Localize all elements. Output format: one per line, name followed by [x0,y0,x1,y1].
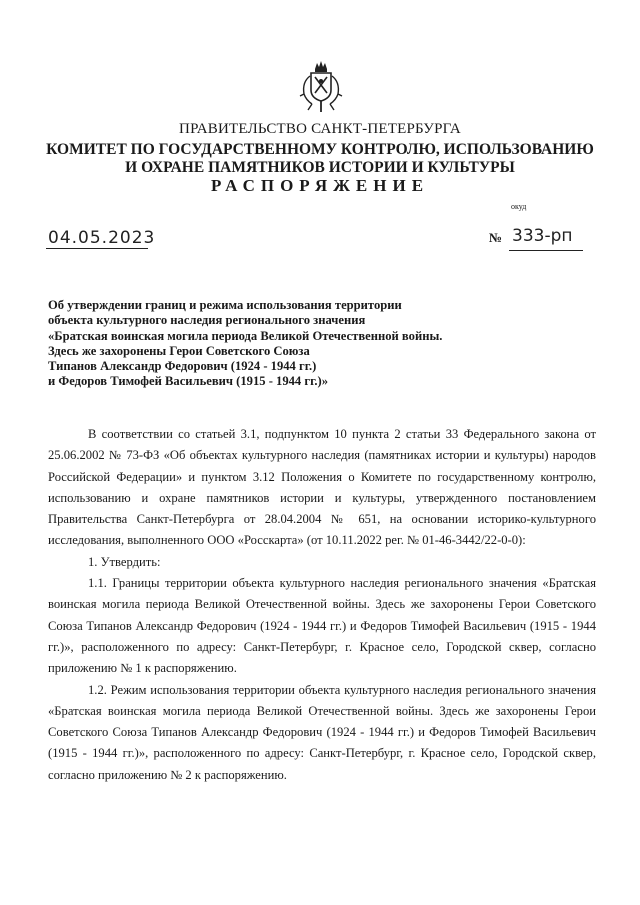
document-subject [48,298,442,390]
document-body [48,424,596,786]
document-type: РАСПОРЯЖЕНИЕ [210,176,430,195]
item-1-2: 1.2. Режим использования территории объекта культурного наследия регионального значения «Братская воинская могила периода Великой Отечественной войны. Здесь же захоронены Герои Советского Союза Типанов Александр Федорович (1924 - 1944 гг.) и Федоров Тимофей Васильевич (1915 - 1944 гг.)», расположенного по адресу: Санкт-Петербург, г. Красное село, Городской сквер, согласно приложению № 2 к распоряжению. [48,682,596,782]
subject-line: объекта культурного наследия регионального значения [48,313,366,328]
document-number: 333-рп [512,226,573,246]
government-title: ПРАВИТЕЛЬСТВО САНКТ-ПЕТЕРБУРГА [179,121,461,137]
preamble-paragraph: В соответствии со статьей 3.1, подпунктом 10 пункта 2 статьи 33 Федерального закона от 25.06.2002 № 73-ФЗ «Об объектах культурного наследия (памятниках истории и культуры) народов Российской Федерации» и пунктом 3.12 Положения о Комитете по государственному контролю, использованию и охране памятников истории и культуры, утвержденного постановлением Правительства Санкт-Петербурга от 28.04.2004 № 651, на основании историко-культурного исследования, выполненного ООО «Росскарта» (от 10.11.2022 рег. № 01-46-3442/22-0-0): [48,427,596,548]
committee-line-1: КОМИТЕТ ПО ГОСУДАРСТВЕННОМУ КОНТРОЛЮ, ИСПОЛЬЗОВАНИЮ [46,141,594,158]
committee-title [0,141,640,177]
okud-label: окуд [511,202,527,211]
subject-line: Об утверждении границ и режима использования территории [48,298,402,312]
item-1-1: 1.1. Границы территории объекта культурного наследия регионального значения «Братская воинская могила периода Великой Отечественной войны. Здесь же захоронены Герои Советского Союза Типанов Александр Федорович (1924 - 1944 гг.) и Федоров Тимофей Васильевич (1915 - 1944 гг.)», расположенного по адресу: Санкт-Петербург, г. Красное село, Городской сквер, согласно приложению № 1 к распоряжению. [48,576,596,676]
coat-of-arms-icon [298,60,344,114]
document-date: 04.05.2023 [48,228,156,248]
number-sign: № [489,230,503,245]
subject-line: «Братская воинская могила периода Великой Отечественной войны. [48,328,443,343]
item-1: 1. Утвердить: [88,554,161,569]
subject-line: и Федоров Тимофей Васильевич (1915 - 1944 гг.)» [48,374,329,389]
date-underline [46,248,148,249]
committee-line-2: И ОХРАНЕ ПАМЯТНИКОВ ИСТОРИИ И КУЛЬТУРЫ [125,159,515,176]
subject-line: Здесь же захоронены Герои Советского Союза [48,343,310,358]
number-underline [509,250,583,251]
subject-line: Типанов Александр Федорович (1924 - 1944 гг.) [48,359,317,374]
